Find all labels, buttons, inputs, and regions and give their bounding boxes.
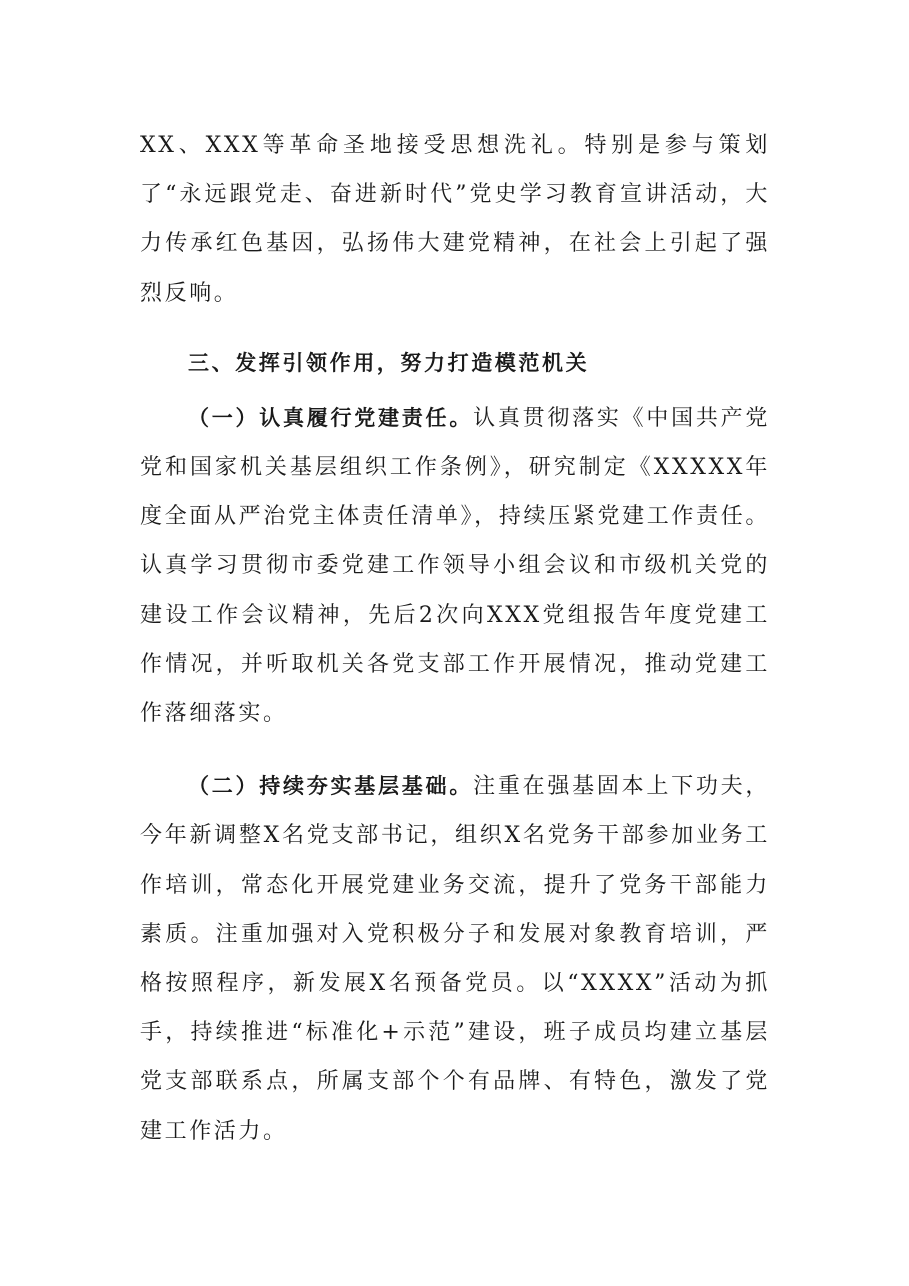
subsection-2-title: （二）持续夯实基层基础。 — [188, 774, 474, 799]
subsection-2-paragraph — [140, 762, 770, 1156]
section-heading: 三、发挥引领作用，努力打造模范机关 — [188, 350, 590, 375]
paragraph-continuation: XX、XXX等革命圣地接受思想洗礼。特别是参与策划了“永远跟党走、奋进新时代”党史学习教育宣讲活动，大力传承红色基因，弘扬伟大建党精神，在社会上引起了强烈反响。 — [140, 133, 770, 306]
subsection-1-paragraph — [140, 394, 770, 738]
subsection-1-body: 认真贯彻落实《中国共产党党和国家机关基层组织工作条例》，研究制定《XXXXX年度全面从严治党主体责任清单》，持续压紧党建工作责任。认真学习贯彻市委党建工作领导小组会议和市级机关党的建设工作会议精神，先后2次向XXX党组报告年度党建工作情况，并听取机关各党支部工作开展情况，推动党建工作落细落实。 — [140, 405, 770, 727]
document-body — [140, 121, 770, 1156]
subsection-1-title: （一）认真履行党建责任。 — [188, 405, 474, 430]
subsection-2-body: 注重在强基固本上下功夫，今年新调整X名党支部书记，组织X名党务干部参加业务工作培训，常态化开展党建业务交流，提升了党务干部能力素质。注重加强对入党积极分子和发展对象教育培训，严格按照程序，新发展X名预备党员。以“XXXX”活动为抓手，持续推进“标准化+示范”建设，班子成员均建立基层党支部联系点，所属支部个个有品牌、有特色，激发了党建工作活力。 — [140, 774, 770, 1144]
